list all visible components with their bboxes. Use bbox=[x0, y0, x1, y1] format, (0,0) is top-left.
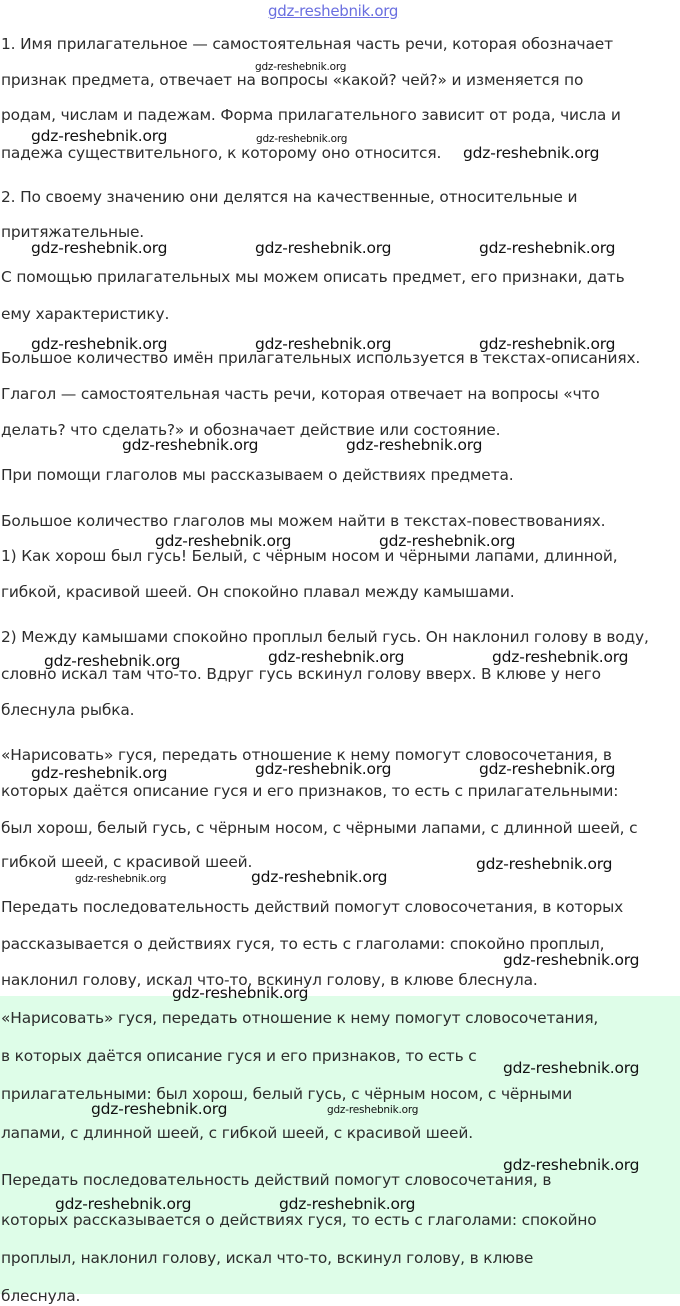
watermark: gdz-reshebnik.org bbox=[479, 335, 616, 353]
highlight-line: лапами, с длинной шеей, с гибкой шеей, с красивой шеей. bbox=[1, 1124, 473, 1142]
watermark: gdz-reshebnik.org bbox=[256, 133, 348, 145]
text-line: рассказывается о действиях гуся, то есть с глаголами: спокойно проплыл, bbox=[1, 935, 605, 953]
watermark: gdz-reshebnik.org bbox=[55, 1195, 192, 1213]
watermark: gdz-reshebnik.org bbox=[75, 873, 167, 885]
text-line: которых даётся описание гуся и его признаков, то есть с прилагательными: bbox=[1, 782, 619, 800]
watermark: gdz-reshebnik.org bbox=[479, 760, 616, 778]
watermark: gdz-reshebnik.org bbox=[255, 760, 392, 778]
text-line: С помощью прилагательных мы можем описать предмет, его признаки, дать bbox=[1, 268, 625, 286]
text-line: «Нарисовать» гуся, передать отношение к нему помогут словосочетания, в bbox=[1, 746, 612, 764]
text-line: гибкой, красивой шеей. Он спокойно плавал между камышами. bbox=[1, 583, 515, 601]
watermark: gdz-reshebnik.org bbox=[503, 951, 640, 969]
watermark: gdz-reshebnik.org bbox=[268, 648, 405, 666]
text-line: Большое количество глаголов мы можем найти в текстах-повествованиях. bbox=[1, 512, 606, 530]
watermark: gdz-reshebnik.org bbox=[251, 868, 388, 886]
text-line: 2) Между камышами спокойно проплыл белый гусь. Он наклонил голову в воду, bbox=[1, 628, 649, 646]
watermark: gdz-reshebnik.org bbox=[379, 532, 516, 550]
watermark: gdz-reshebnik.org bbox=[255, 335, 392, 353]
watermark: gdz-reshebnik.org bbox=[279, 1195, 416, 1213]
watermark: gdz-reshebnik.org bbox=[346, 436, 483, 454]
text-line: При помощи глаголов мы рассказываем о действиях предмета. bbox=[1, 466, 514, 484]
watermark: gdz-reshebnik.org bbox=[91, 1100, 228, 1118]
text-line: Глагол — самостоятельная часть речи, которая отвечает на вопросы «что bbox=[1, 385, 600, 403]
text-line: падежа существительного, к которому оно относится. bbox=[1, 144, 442, 162]
watermark: gdz-reshebnik.org bbox=[31, 764, 168, 782]
text-line: Передать последовательность действий помогут словосочетания, в которых bbox=[1, 898, 624, 916]
watermark: gdz-reshebnik.org bbox=[122, 436, 259, 454]
text-line: признак предмета, отвечает на вопросы «какой? чей?» и изменяется по bbox=[1, 71, 584, 89]
watermark: gdz-reshebnik.org bbox=[44, 652, 181, 670]
text-line: 1) Как хорош был гусь! Белый, с чёрным носом и чёрными лапами, длинной, bbox=[1, 547, 618, 565]
text-line: был хорош, белый гусь, с чёрным носом, с чёрными лапами, с длинной шеей, с bbox=[1, 819, 638, 837]
highlight-line: прилагательными: был хорош, белый гусь, с чёрным носом, с чёрными bbox=[1, 1085, 573, 1103]
text-line: блеснула рыбка. bbox=[1, 701, 135, 719]
watermark: gdz-reshebnik.org bbox=[503, 1059, 640, 1077]
text-line: гибкой шеей, с красивой шеей. bbox=[1, 853, 253, 871]
watermark: gdz-reshebnik.org bbox=[476, 855, 613, 873]
watermark: gdz-reshebnik.org bbox=[31, 127, 168, 145]
highlight-line: проплыл, наклонил голову, искал что-то, вскинул голову, в клюве bbox=[1, 1249, 534, 1267]
text-line: 1. Имя прилагательное — самостоятельная часть речи, которая обозначает bbox=[1, 35, 613, 53]
text-line: ему характеристику. bbox=[1, 305, 170, 323]
watermark: gdz-reshebnik.org bbox=[31, 239, 168, 257]
text-line: Большое количество имён прилагательных используется в текстах-описаниях. bbox=[1, 349, 641, 367]
highlight-line: блеснула. bbox=[1, 1287, 81, 1305]
watermark: gdz-reshebnik.org bbox=[327, 1104, 419, 1116]
watermark: gdz-reshebnik.org bbox=[492, 648, 629, 666]
watermark: gdz-reshebnik.org bbox=[155, 532, 292, 550]
text-line: делать? что сделать?» и обозначает действие или состояние. bbox=[1, 421, 501, 439]
watermark: gdz-reshebnik.org bbox=[503, 1156, 640, 1174]
text-line: притяжательные. bbox=[1, 223, 145, 241]
watermark: gdz-reshebnik.org bbox=[255, 239, 392, 257]
highlight-line: в которых даётся описание гуся и его признаков, то есть с bbox=[1, 1047, 477, 1065]
site-link[interactable]: gdz-reshebnik.org bbox=[268, 2, 399, 20]
text-line: словно искал там что-то. Вдруг гусь вскинул голову вверх. В клюве у него bbox=[1, 665, 601, 683]
highlight-line: «Нарисовать» гуся, передать отношение к нему помогут словосочетания, bbox=[1, 1009, 599, 1027]
watermark: gdz-reshebnik.org bbox=[479, 239, 616, 257]
highlight-line: Передать последовательность действий помогут словосочетания, в bbox=[1, 1171, 552, 1189]
watermark: gdz-reshebnik.org bbox=[255, 61, 347, 73]
highlight-line: которых рассказывается о действиях гуся, то есть с глаголами: спокойно bbox=[1, 1211, 597, 1229]
text-line: 2. По своему значению они делятся на качественные, относительные и bbox=[1, 188, 578, 206]
text-line: наклонил голову, искал что-то, вскинул голову, в клюве блеснула. bbox=[1, 971, 538, 989]
watermark: gdz-reshebnik.org bbox=[31, 335, 168, 353]
watermark: gdz-reshebnik.org bbox=[463, 144, 600, 162]
watermark: gdz-reshebnik.org bbox=[172, 984, 309, 1002]
text-line: родам, числам и падежам. Форма прилагательного зависит от рода, числа и bbox=[1, 106, 621, 124]
